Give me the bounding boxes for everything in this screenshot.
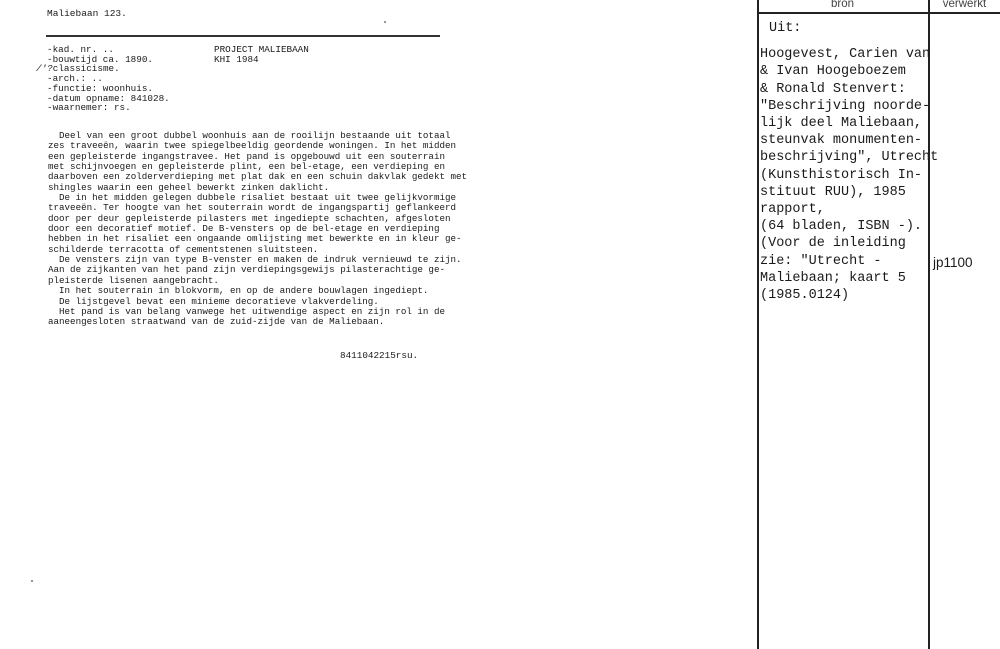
meta-line: -bouwtijd ca. 1890. bbox=[47, 53, 154, 65]
body-line: zes traveeën, waarin twee spiegelbeeldig geordende woningen. In het midden bbox=[48, 140, 456, 152]
body-line: Deel van een groot dubbel woonhuis aan de rooilijn bestaande uit totaal bbox=[48, 130, 451, 141]
project-name: PROJECT MALIEBAAN bbox=[214, 44, 309, 55]
body-line: traveeën. Ter hoogte van het souterrain wordt de ingangspartij geflankeerd bbox=[48, 202, 456, 214]
body-line: door een decoratief motief. De B-vensters op de bel-etage en verdieping bbox=[48, 223, 440, 235]
citation-line: & Ivan Hoogeboezem bbox=[760, 64, 906, 80]
header-divider bbox=[46, 35, 440, 37]
speck bbox=[384, 21, 386, 23]
body-line: schilderde terracotta of cementstenen sluitsteen. bbox=[48, 243, 319, 255]
citation-line: & Ronald Stenvert: bbox=[760, 81, 906, 97]
column-header-verwerkt: verwerkt bbox=[942, 0, 987, 10]
document-title: Maliebaan 123. bbox=[47, 8, 127, 19]
source-intro: Uit: bbox=[769, 21, 802, 36]
body-line: Het pand is van belang vanwege het uitwendige aspect en zijn rol in de bbox=[48, 305, 445, 317]
body-line: De in het midden gelegen dubbele risaliet bestaat uit twee gelijkvormige bbox=[48, 192, 456, 204]
meta-line: -functie: woonhuis. bbox=[47, 82, 154, 94]
record-metadata bbox=[36, 44, 170, 114]
citation-line: (1985.0124) bbox=[760, 288, 850, 304]
body-line: shingles waarin een geheel bewerkt zinken daklicht. bbox=[48, 181, 330, 193]
citation-line: stituut RUU), 1985 bbox=[760, 184, 906, 200]
citation-line: Maliebaan; kaart 5 bbox=[760, 270, 906, 286]
citation-line: zie: "Utrecht - bbox=[760, 253, 882, 269]
meta-line: /'?classicisme. bbox=[36, 63, 120, 75]
meta-line: -kad. nr. .. bbox=[47, 44, 114, 55]
citation-line: lijk deel Maliebaan, bbox=[760, 116, 923, 132]
body-line: Aan de zijkanten van het pand zijn verdiepingsgewijs pilasterachtige ge- bbox=[48, 264, 445, 276]
body-line: hebben in het risaliet een ongaande omlijsting met bewerkte en in kleur ge- bbox=[48, 233, 462, 245]
body-line: De lijstgevel bevat een minieme decoratieve vlakverdeling. bbox=[48, 295, 379, 307]
citation-line: Hoogevest, Carien van bbox=[760, 47, 931, 63]
body-line: De vensters zijn van type B-venster en maken de indruk vernieuwd te zijn. bbox=[48, 254, 462, 266]
card-left-border bbox=[757, 0, 759, 649]
body-line: door per deur gepleisterde pilasters met ingediepte schachten, afgesloten bbox=[48, 212, 451, 224]
body-line: In het souterrain in blokvorm, en op de andere bouwlagen ingediept. bbox=[48, 285, 429, 297]
meta-line: -datum opname: 841028. bbox=[47, 92, 170, 104]
card-header-rule bbox=[757, 12, 1000, 14]
citation-line: beschrijving", Utrecht bbox=[760, 150, 939, 166]
citation-line: rapport, bbox=[760, 202, 825, 218]
citation-line: (Voor de inleiding bbox=[760, 236, 906, 252]
citation-line: "Beschrijving noorde- bbox=[760, 98, 931, 114]
handwritten-mark: /'? bbox=[36, 63, 53, 75]
meta-line: -arch.: .. bbox=[47, 73, 103, 85]
citation-line: steunvak monumenten- bbox=[760, 133, 923, 149]
project-code: KHI 1984 bbox=[214, 54, 259, 65]
body-line: een gepleisterde ingangstravee. Het pand is opgebouwd uit een souterrain bbox=[48, 150, 445, 162]
citation-line: (Kunsthistorisch In- bbox=[760, 167, 923, 183]
body-line: daarboven een zolderverdieping met plat dak en een schuin dakvlak gedekt met bbox=[48, 171, 468, 183]
body-line: met schijnvoegen en gepleisterde plint, een bel-etage, een verdieping en bbox=[48, 161, 445, 173]
source-citation bbox=[760, 20, 938, 304]
column-header-bron: bron bbox=[830, 0, 855, 10]
project-label bbox=[214, 45, 309, 65]
body-line: pleisterde lisenen aangebracht. bbox=[48, 274, 219, 286]
speck bbox=[31, 580, 33, 582]
meta-line: -waarnemer: rs. bbox=[47, 102, 131, 114]
body-line: aaneengesloten straatwand van de zuid-zijde van de Maliebaan. bbox=[48, 316, 385, 328]
footer-code: 8411042215rsu. bbox=[340, 350, 419, 361]
citation-line: (64 bladen, ISBN -). bbox=[760, 219, 923, 235]
description-body bbox=[48, 131, 467, 328]
processed-code: jp1100 bbox=[933, 255, 973, 270]
